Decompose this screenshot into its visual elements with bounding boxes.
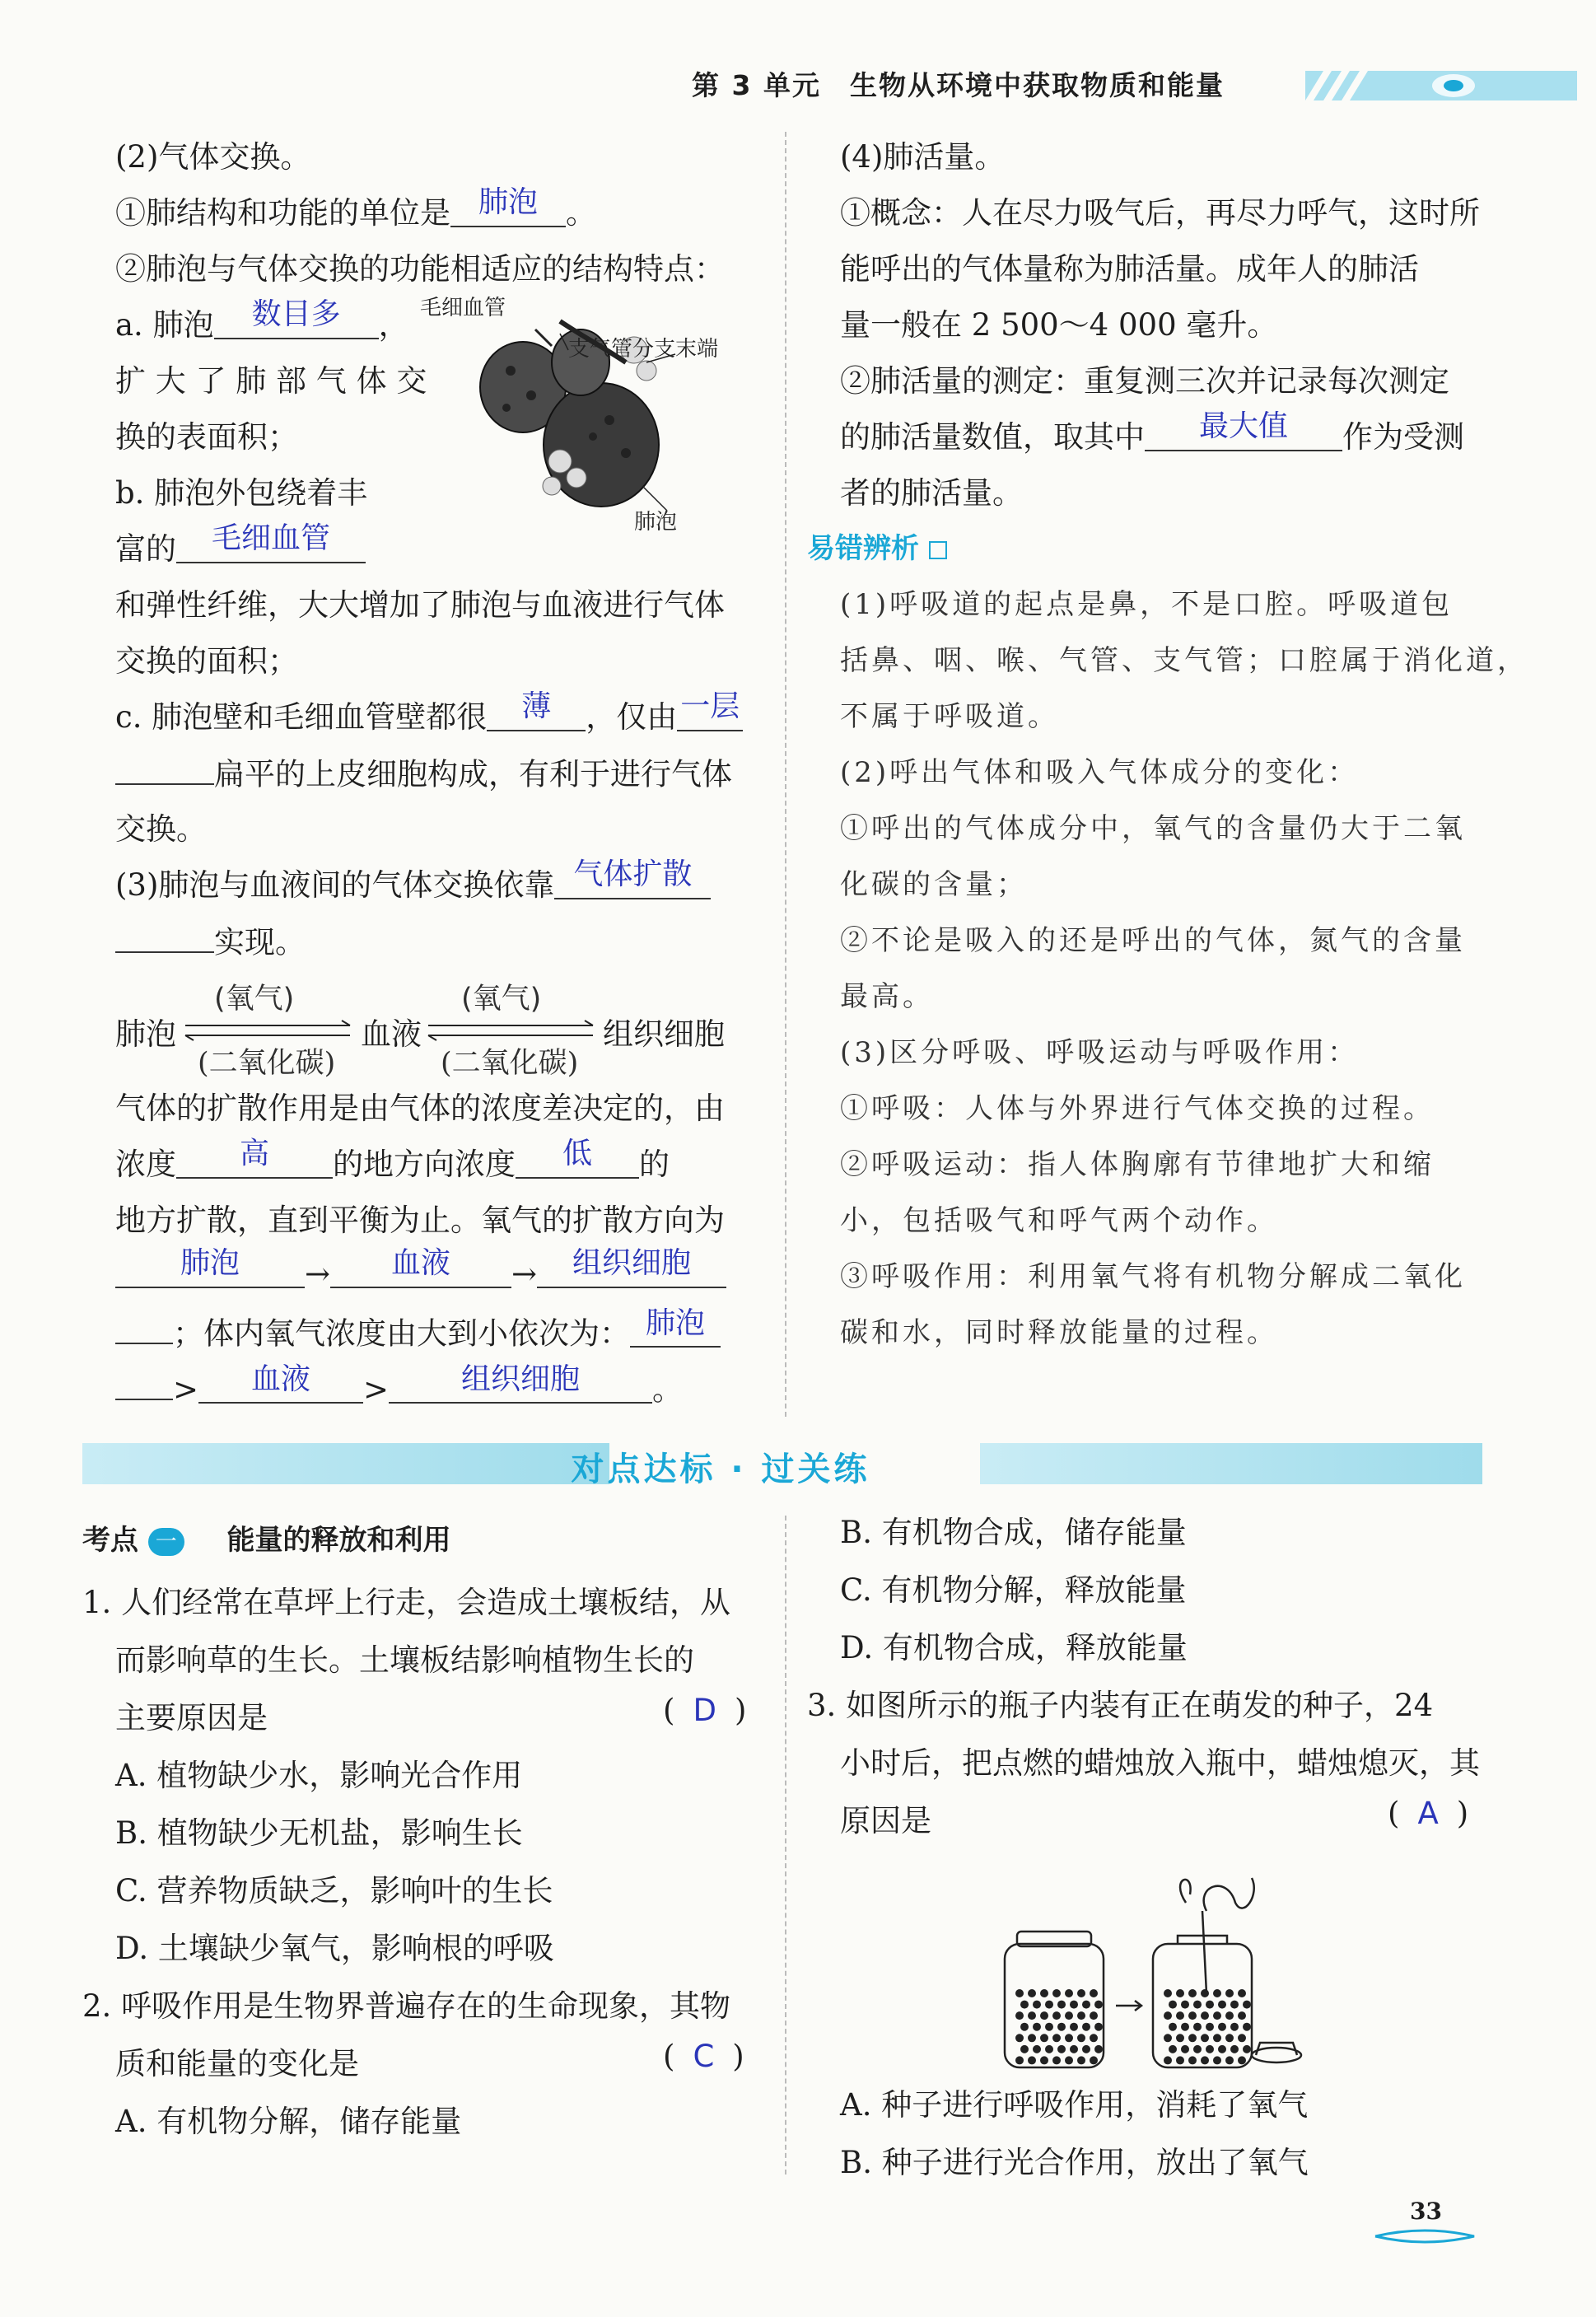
text-line: 气体的扩散作用是由气体的浓度差决定的，由 bbox=[115, 1091, 725, 1126]
seed-dot bbox=[1065, 2034, 1073, 2042]
seed-dot bbox=[1238, 1989, 1246, 1997]
section-banner-right bbox=[980, 1443, 1482, 1484]
seed-dot bbox=[1188, 2034, 1197, 2042]
seed-dot bbox=[1015, 2056, 1024, 2064]
topic-heading: 考点 一 能量的释放和利用 bbox=[82, 1524, 451, 1557]
option-a[interactable]: A. 种子进行呼吸作用，消耗了氧气 bbox=[840, 2087, 1309, 2123]
seed-dot bbox=[1094, 2045, 1103, 2053]
seed-dot bbox=[1077, 2034, 1085, 2042]
seed-dot bbox=[1213, 2056, 1221, 2064]
heading-box-icon bbox=[929, 541, 947, 559]
seed-dot bbox=[1188, 1989, 1197, 1997]
seed-dot bbox=[1218, 2023, 1226, 2031]
text-line: b. 肺泡外包绕着丰 bbox=[115, 475, 368, 511]
seed-dot bbox=[1213, 2011, 1221, 2020]
text-line: 富的 毛细血管 bbox=[115, 524, 366, 568]
seed-dot bbox=[1206, 2001, 1214, 2009]
text-line: 和弹性纤维，大大增加了肺泡与血液进行气体 bbox=[115, 587, 725, 623]
label-alveolus: 肺泡 bbox=[634, 510, 678, 535]
seed-dot bbox=[1065, 1989, 1073, 1997]
seed-dot bbox=[1206, 2023, 1214, 2031]
seed-dot bbox=[1094, 2001, 1103, 2009]
seed-dot bbox=[1176, 1989, 1184, 1997]
page-number: 33 bbox=[1410, 2198, 1442, 2225]
seed-dot bbox=[1052, 2056, 1061, 2064]
seed-dot bbox=[1028, 2011, 1036, 2020]
text-line: 的肺活量数值，取其中 最大值 作为受测 bbox=[840, 409, 1464, 455]
seed-dot bbox=[1169, 2023, 1177, 2031]
label-bronchiole: 支气管分支末端 bbox=[568, 337, 719, 362]
seed-dot bbox=[1230, 2045, 1239, 2053]
seed-dot bbox=[1015, 2011, 1024, 2020]
seed-dot bbox=[1082, 2023, 1090, 2031]
page-header: 第 3 单元 生物从环境中获取物质和能量 bbox=[692, 69, 1225, 101]
seed-dot bbox=[1243, 2001, 1251, 2009]
seed-dot bbox=[1090, 2056, 1098, 2064]
seed-dot bbox=[1052, 2011, 1061, 2020]
option-b[interactable]: B. 植物缺少无机盐，影响生长 bbox=[115, 1815, 523, 1851]
gas-exchange-equation: 肺泡 (氧气) (二氧化碳) 血液 (氧气) (二氧化碳) 组织细胞 bbox=[115, 983, 725, 1080]
header-stripe-decoration bbox=[1305, 64, 1577, 105]
alveolus-illustration bbox=[420, 296, 791, 544]
seed-dot bbox=[1070, 2045, 1078, 2053]
seed-dot bbox=[1193, 2045, 1202, 2053]
seed-dot bbox=[1057, 2023, 1066, 2031]
seed-dot bbox=[1040, 1989, 1048, 1997]
seed-dot bbox=[1164, 1989, 1172, 1997]
option-d[interactable]: D. 土壤缺少氧气，影响根的呼吸 bbox=[115, 1931, 554, 1966]
text-line: ①肺结构和功能的单位是 肺泡 。 bbox=[115, 185, 596, 231]
seed-dot bbox=[1188, 2011, 1197, 2020]
seed-dot bbox=[1028, 1989, 1036, 1997]
text-line: 量一般在 2 500～4 000 毫升。 bbox=[840, 307, 1278, 343]
seed-dot bbox=[1188, 2056, 1197, 2064]
text-line: ①概念：人在尽力吸气后，再尽力呼气，这时所 bbox=[840, 195, 1480, 231]
seed-dot bbox=[1020, 2023, 1029, 2031]
seed-dot bbox=[1193, 2023, 1202, 2031]
answer-bracket: ( C ) bbox=[663, 2039, 744, 2074]
seed-dot bbox=[1176, 2034, 1184, 2042]
seed-dot bbox=[1082, 2001, 1090, 2009]
seed-dot bbox=[1206, 2045, 1214, 2053]
equilibrium-arrow bbox=[177, 1019, 358, 1044]
seed-dot bbox=[1164, 2034, 1172, 2042]
option-c[interactable]: C. 有机物分解，释放能量 bbox=[840, 1572, 1187, 1608]
seed-dot bbox=[1181, 2045, 1189, 2053]
option-b[interactable]: B. 有机物合成，储存能量 bbox=[840, 1515, 1187, 1550]
text-line: 实现。 bbox=[115, 916, 306, 962]
seed-dot bbox=[1230, 2023, 1239, 2031]
seed-dot bbox=[1201, 2034, 1209, 2042]
answer-bracket: ( D ) bbox=[663, 1693, 747, 1728]
seed-dot bbox=[1181, 2023, 1189, 2031]
seed-dot bbox=[1238, 2056, 1246, 2064]
seed-dot bbox=[1028, 2056, 1036, 2064]
seed-dot bbox=[1238, 2011, 1246, 2020]
seed-dot bbox=[1193, 2001, 1202, 2009]
answer-bracket: ( A ) bbox=[1388, 1796, 1469, 1831]
seed-dot bbox=[1218, 2001, 1226, 2009]
seed-dot bbox=[1033, 2045, 1041, 2053]
equilibrium-arrow bbox=[420, 1019, 601, 1044]
seed-dot bbox=[1033, 2001, 1041, 2009]
text-line: > 血液 > 组织细胞 。 bbox=[115, 1363, 683, 1409]
seed-dot bbox=[1082, 2045, 1090, 2053]
text-line: (2)气体交换。 bbox=[115, 139, 311, 175]
seed-dot bbox=[1045, 2045, 1053, 2053]
seed-dot bbox=[1225, 1989, 1234, 1997]
topic-number-badge: 一 bbox=[148, 1528, 184, 1556]
seed-dot bbox=[1057, 2001, 1066, 2009]
seed-dot bbox=[1070, 2001, 1078, 2009]
seed-dot bbox=[1181, 2001, 1189, 2009]
text-line: 交换。 bbox=[115, 811, 207, 847]
option-c[interactable]: C. 营养物质缺乏，影响叶的生长 bbox=[115, 1873, 553, 1908]
seed-dot bbox=[1077, 1989, 1085, 1997]
seed-dot bbox=[1040, 2011, 1048, 2020]
text-line: ②肺活量的测定：重复测三次并记录每次测定 bbox=[840, 363, 1449, 399]
seed-dot bbox=[1090, 2011, 1098, 2020]
seed-dot bbox=[1040, 2034, 1048, 2042]
error-analysis-heading: 易错辨析 bbox=[807, 526, 947, 566]
seed-dot bbox=[1065, 2056, 1073, 2064]
text-line: 能呼出的气体量称为肺活量。成年人的肺活 bbox=[840, 251, 1419, 287]
seed-dot bbox=[1176, 2011, 1184, 2020]
seed-dot bbox=[1094, 2023, 1103, 2031]
seed-dot bbox=[1090, 2034, 1098, 2042]
page-number-decoration bbox=[1367, 2228, 1482, 2245]
text-line: 换的表面积； bbox=[115, 419, 298, 455]
seed-dot bbox=[1045, 2023, 1053, 2031]
seed-dot bbox=[1077, 2056, 1085, 2064]
text-line: 地方扩散，直到平衡为止。氧气的扩散方向为 bbox=[115, 1203, 725, 1238]
seed-dot bbox=[1070, 2023, 1078, 2031]
seed-dot bbox=[1020, 2001, 1029, 2009]
seed-jar-illustration bbox=[988, 1870, 1318, 2076]
seed-dot bbox=[1176, 2056, 1184, 2064]
text-line: a. 肺泡 数目多 ， bbox=[115, 297, 409, 343]
seed-dot bbox=[1090, 1989, 1098, 1997]
seed-dot bbox=[1243, 2045, 1251, 2053]
text-line: c. 肺泡壁和毛细血管壁都很 薄 ，仅由 一层 bbox=[115, 692, 743, 736]
seed-dot bbox=[1218, 2045, 1226, 2053]
text-line: (3)肺泡与血液间的气体交换依靠 气体扩散 bbox=[115, 860, 711, 904]
seed-dot bbox=[1015, 2034, 1024, 2042]
seed-dot bbox=[1225, 2056, 1234, 2064]
seed-dot bbox=[1238, 2034, 1246, 2042]
seed-dot bbox=[1201, 2056, 1209, 2064]
column-divider-bottom bbox=[785, 1516, 786, 2175]
text-line: 浓度 高 的地方向浓度 低 的 bbox=[115, 1137, 670, 1182]
text-line: (4)肺活量。 bbox=[840, 139, 1006, 175]
seed-dot bbox=[1015, 1989, 1024, 1997]
seed-dot bbox=[1052, 1989, 1061, 1997]
seed-dot bbox=[1169, 2045, 1177, 2053]
seed-dot bbox=[1164, 2056, 1172, 2064]
seed-dot bbox=[1065, 2011, 1073, 2020]
text-line: 者的肺活量。 bbox=[840, 475, 1023, 511]
text-line: 扩 大 了 肺 部 气 体 交 bbox=[115, 363, 427, 399]
seed-dot bbox=[1057, 2045, 1066, 2053]
text-line: ；体内氧气浓度由大到小依次为： 肺泡 bbox=[115, 1307, 721, 1353]
seed-dot bbox=[1040, 2056, 1048, 2064]
section-title: 对点达标 · 过关练 bbox=[571, 1450, 870, 1488]
seed-dot bbox=[1243, 2023, 1251, 2031]
seed-dot bbox=[1169, 2001, 1177, 2009]
seed-dot bbox=[1213, 2034, 1221, 2042]
text-line: 交换的面积； bbox=[115, 643, 298, 679]
seed-dot bbox=[1028, 2034, 1036, 2042]
option-a[interactable]: A. 有机物分解，储存能量 bbox=[115, 2104, 462, 2139]
seed-dot bbox=[1230, 2001, 1239, 2009]
text-line: 扁平的上皮细胞构成，有利于进行气体 bbox=[115, 748, 732, 794]
seed-dot bbox=[1077, 2011, 1085, 2020]
seed-dot bbox=[1020, 2045, 1029, 2053]
seed-dot bbox=[1164, 2011, 1172, 2020]
seed-dot bbox=[1201, 2011, 1209, 2020]
option-b[interactable]: B. 种子进行光合作用，放出了氧气 bbox=[840, 2145, 1309, 2180]
text-line: 肺泡 → 血液 → 组织细胞 bbox=[115, 1251, 726, 1292]
seed-dot bbox=[1213, 1989, 1221, 1997]
seed-dot bbox=[1225, 2034, 1234, 2042]
seed-dot bbox=[1033, 2023, 1041, 2031]
option-a[interactable]: A. 植物缺少水，影响光合作用 bbox=[115, 1758, 523, 1793]
seed-dot bbox=[1052, 2034, 1061, 2042]
seed-dot bbox=[1201, 1989, 1209, 1997]
text-line: ②肺泡与气体交换的功能相适应的结构特点： bbox=[115, 251, 725, 287]
seed-dot bbox=[1225, 2011, 1234, 2020]
label-capillary: 毛细血管 bbox=[420, 296, 506, 320]
seed-dot bbox=[1045, 2001, 1053, 2009]
option-d[interactable]: D. 有机物合成，释放能量 bbox=[840, 1630, 1188, 1665]
